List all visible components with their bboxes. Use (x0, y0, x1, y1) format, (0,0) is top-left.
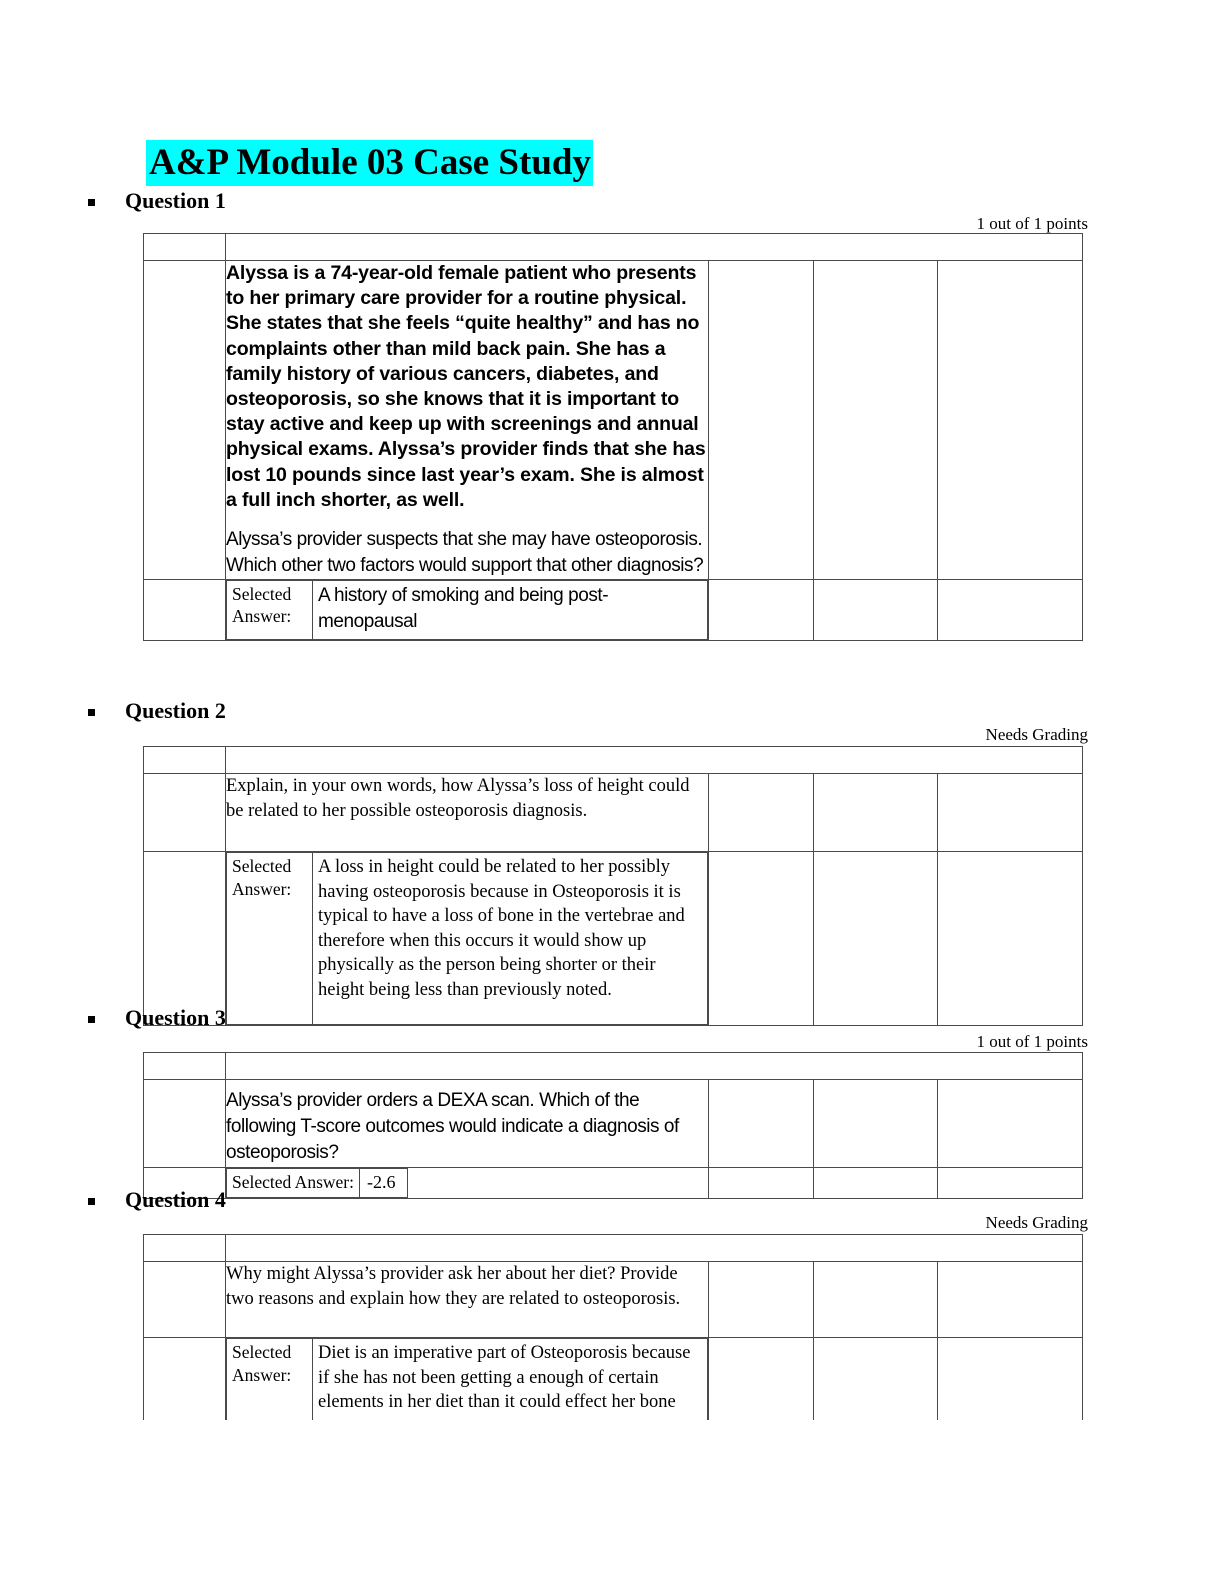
answer-text-2: A loss in height could be related to her possibly having osteoporosis because in Osteoporosis it is typical to have a loss of bone in the vertebrae and therefore when this occurs it would show up physically as the person being shorter or their height being less than previously noted. (313, 853, 708, 1025)
question-label-1: Question 1 (125, 188, 226, 213)
question-table-3 (143, 1052, 1083, 1199)
question-prompt-plain-2: Explain, in your own words, how Alyssa’s loss of height could be related to her possible osteoporosis diagnosis. (226, 776, 690, 821)
answer-cell-2 (226, 852, 709, 1026)
answer-label-3: Selected Answer: (227, 1169, 360, 1198)
status-badge-2: Needs Grading (985, 725, 1088, 744)
score-cell-d (814, 1168, 938, 1199)
gutter-cell (144, 774, 226, 852)
table-row (144, 1262, 1083, 1338)
question-body-cell-2 (226, 774, 709, 852)
score-cell-e (938, 261, 1083, 580)
score-cell-e (938, 774, 1083, 852)
question-body-cell-4 (226, 1262, 709, 1338)
answer-table-1 (226, 580, 708, 640)
table-row-header (144, 747, 1083, 774)
bullet-icon (88, 1198, 95, 1205)
score-cell-e (938, 579, 1083, 640)
page-title (146, 140, 593, 186)
page-title-text: A&P Module 03 Case Study (146, 140, 593, 186)
table-row-header (144, 1053, 1083, 1080)
score-cell-c (709, 1168, 814, 1199)
table-row-header (144, 234, 1083, 261)
question-prompt-bold-1: Alyssa is a 74-year-old female patient who presents to her primary care provider for a routine physical. She states that she feels “quite healthy” and has no complaints other than mild back pain. She has a family history of various cancers, diabetes, and osteoporosis, so she knows that it is important to stay active and keep up with screenings and annual physical exams. Alyssa’s provider finds that she has lost 10 pounds since last year’s exam. She is almost a full inch shorter, as well. (226, 262, 706, 511)
score-cell-c (709, 1262, 814, 1338)
question-table-1 (143, 233, 1083, 641)
score-cell-c (709, 579, 814, 640)
table-row (144, 774, 1083, 852)
question-label-3: Question 3 (125, 1005, 226, 1030)
header-span-cell (226, 747, 1083, 774)
header-span-cell (226, 1235, 1083, 1262)
header-gutter-cell (144, 747, 226, 774)
question-prompt-plain-4: Why might Alyssa’s provider ask her about her diet? Provide two reasons and explain how they are related to osteoporosis. (226, 1264, 681, 1309)
question-table-2 (143, 746, 1083, 1026)
score-cell-e (938, 1262, 1083, 1338)
page-bottom-clip (0, 1420, 1224, 1584)
score-cell-d (814, 1080, 938, 1168)
score-cell-c (709, 1080, 814, 1168)
score-cell-c (709, 852, 814, 1026)
paragraph-spacer (226, 513, 708, 527)
bullet-icon (88, 1016, 95, 1023)
header-span-cell (226, 234, 1083, 261)
score-cell-d (814, 579, 938, 640)
answer-text-1: A history of smoking and being post-menopausal (313, 580, 708, 639)
answer-cell-1 (226, 579, 709, 640)
question-body-cell-3 (226, 1080, 709, 1168)
question-body-cell-1 (226, 261, 709, 580)
gutter-cell (144, 579, 226, 640)
status-badge-1: 1 out of 1 points (976, 214, 1088, 233)
gutter-cell (144, 852, 226, 1026)
answer-label-1: Selected Answer: (227, 580, 313, 639)
header-gutter-cell (144, 1053, 226, 1080)
question-heading-3 (88, 1005, 708, 1040)
answer-table-2 (226, 852, 708, 1025)
gutter-cell (144, 261, 226, 580)
question-heading-1 (88, 188, 708, 223)
question-label-4: Question 4 (125, 1187, 226, 1212)
score-cell-e (938, 1080, 1083, 1168)
score-cell-d (814, 261, 938, 580)
answer-label-2: Selected Answer: (227, 853, 313, 1025)
table-row-answer (144, 852, 1083, 1026)
question-heading-4 (88, 1187, 708, 1222)
table-row-header (144, 1235, 1083, 1262)
score-cell-c (709, 261, 814, 580)
question-prompt-plain-3: Alyssa’s provider orders a DEXA scan. Which of the following T-score outcomes would indicate a diagnosis of osteoporosis? (226, 1090, 679, 1163)
question-label-2: Question 2 (125, 698, 226, 723)
score-cell-d (814, 774, 938, 852)
question-prompt-plain-1: Alyssa’s provider suspects that she may have osteoporosis. Which other two factors would support that other diagnosis? (226, 529, 704, 576)
gutter-cell (144, 1262, 226, 1338)
table-row (144, 1080, 1083, 1168)
score-cell-e (938, 852, 1083, 1026)
bullet-icon (88, 709, 95, 716)
score-cell-e (938, 1168, 1083, 1199)
table-row-answer (144, 579, 1083, 640)
score-cell-d (814, 852, 938, 1026)
gutter-cell (144, 1080, 226, 1168)
score-cell-d (814, 1262, 938, 1338)
header-gutter-cell (144, 234, 226, 261)
answer-text-4: Diet is an imperative part of Osteoporosis because if she has not been getting a enough of certain elements in her diet than it could effect her bone (313, 1339, 708, 1456)
bullet-icon (88, 199, 95, 206)
header-span-cell (226, 1053, 1083, 1080)
answer-text-3: -2.6 (359, 1169, 408, 1198)
status-badge-4: Needs Grading (985, 1213, 1088, 1232)
table-row (144, 261, 1083, 580)
header-gutter-cell (144, 1235, 226, 1262)
answer-label-4: Selected Answer: (227, 1339, 313, 1456)
question-heading-2 (88, 698, 708, 733)
score-cell-c (709, 774, 814, 852)
status-badge-3: 1 out of 1 points (976, 1032, 1088, 1051)
